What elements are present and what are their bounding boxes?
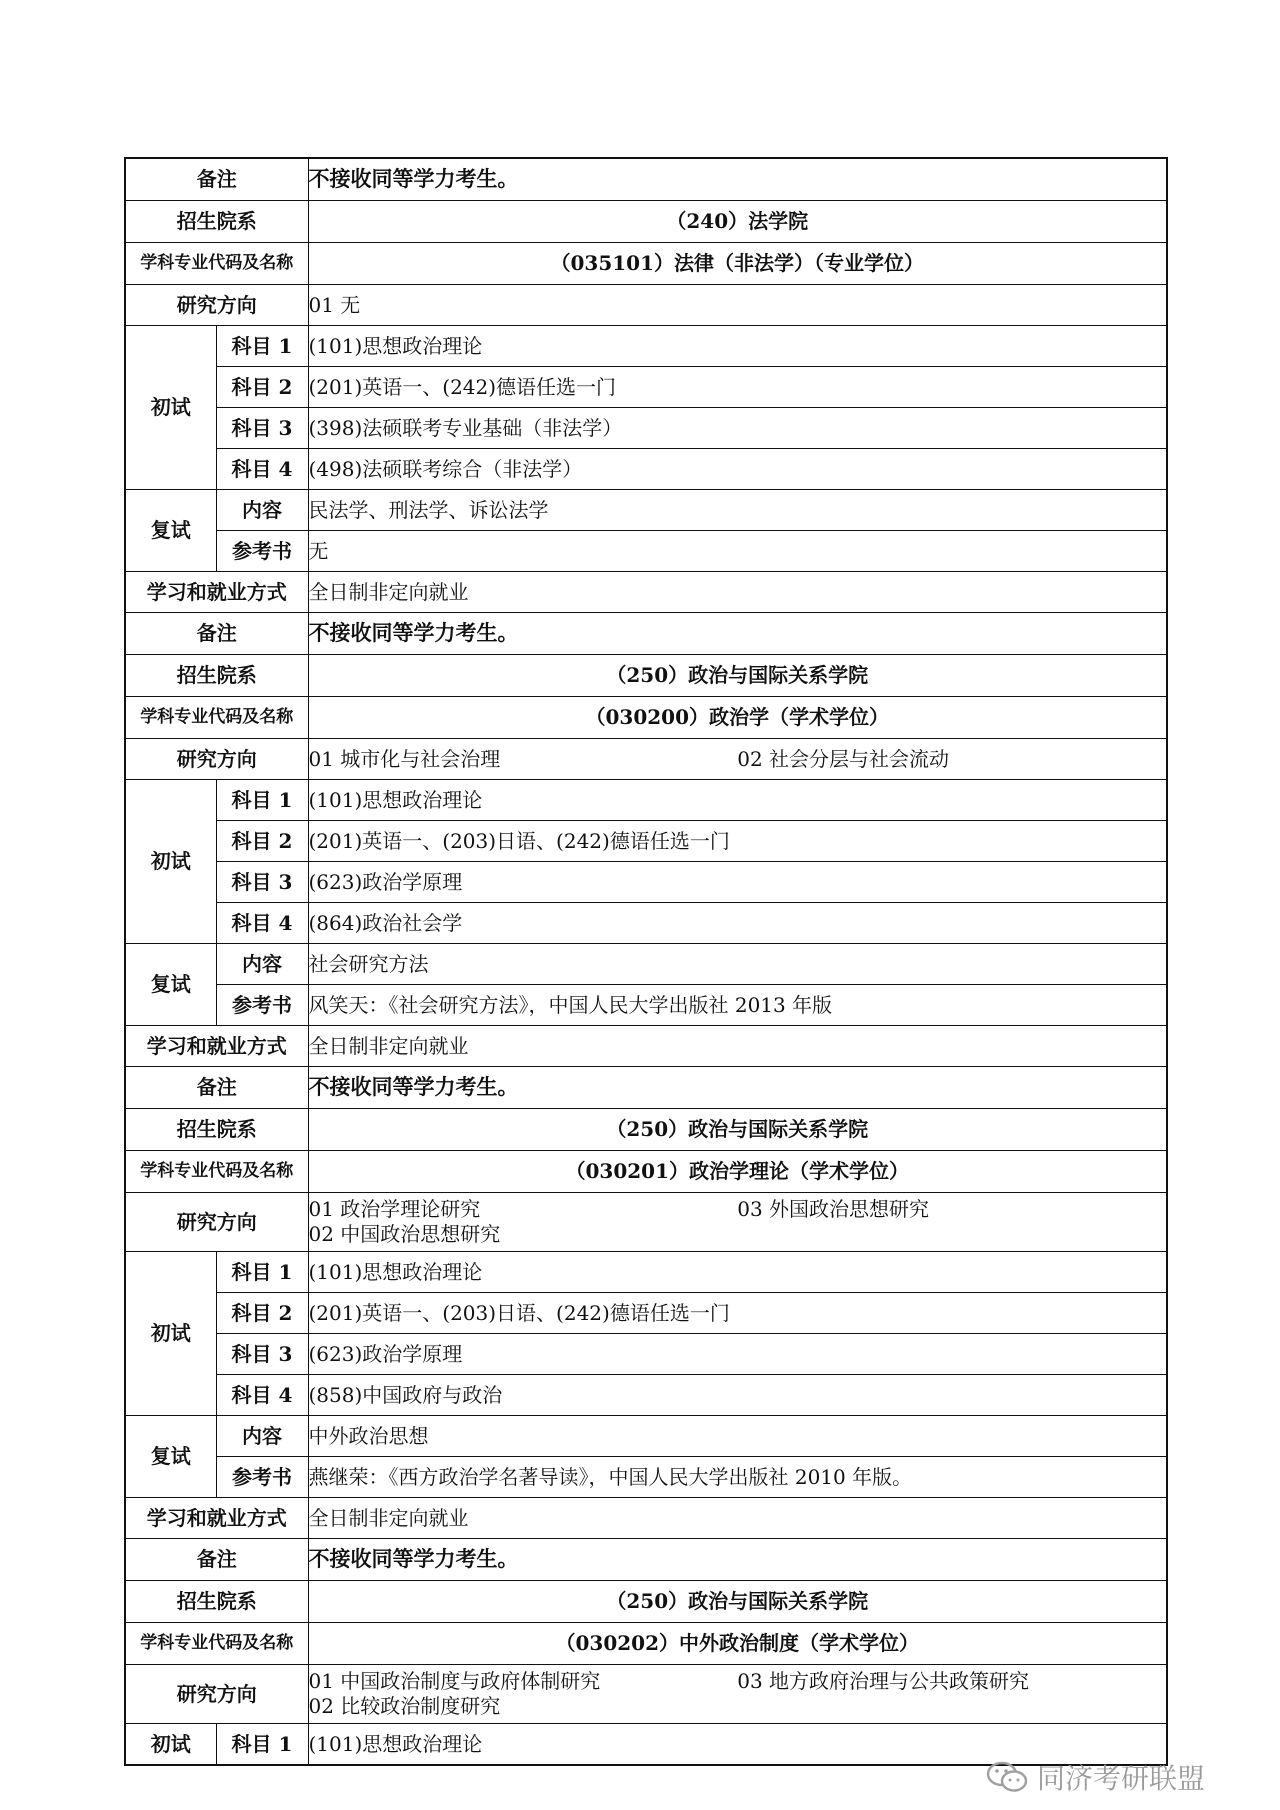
subject-label: 科目 4 (216, 903, 308, 944)
subject-value: (623)政治学原理 (308, 1334, 1167, 1375)
subject-label: 科目 4 (216, 449, 308, 490)
subject-row (125, 1293, 1167, 1334)
note-label: 备注 (125, 1067, 308, 1109)
college-value: （250）政治与国际关系学院 (308, 1581, 1167, 1623)
direction-item: 02 比较政治制度研究 (308, 1694, 501, 1718)
major-value: （030201）政治学理论（学术学位） (308, 1151, 1167, 1193)
note-label: 备注 (125, 613, 308, 655)
prelim-label: 初试 (125, 1252, 216, 1416)
subject-value: (101)思想政治理论 (308, 780, 1167, 821)
subject-row (125, 408, 1167, 449)
direction-row (125, 285, 1167, 326)
retest-book-value: 无 (308, 531, 1167, 572)
direction-value (308, 739, 1167, 780)
direction-value (308, 1665, 1167, 1724)
major-label: 学科专业代码及名称 (125, 1151, 308, 1193)
refbook-label: 参考书 (216, 1457, 308, 1498)
retest-book-row (125, 1457, 1167, 1498)
study-mode-row (125, 1498, 1167, 1539)
retest-book-value: 风笑天：《社会研究方法》，中国人民大学出版社 2013 年版 (308, 985, 1167, 1026)
subject-row (125, 862, 1167, 903)
subject-value: (201)英语一、(203)日语、(242)德语任选一门 (308, 1293, 1167, 1334)
major-row (125, 1623, 1167, 1665)
direction-label: 研究方向 (125, 739, 308, 780)
subject-label: 科目 3 (216, 862, 308, 903)
major-row (125, 243, 1167, 285)
direction-value (308, 1193, 1167, 1252)
note-label: 备注 (125, 1539, 308, 1581)
note-row (125, 158, 1167, 201)
admissions-table (124, 157, 1168, 1766)
note-label: 备注 (125, 158, 308, 201)
major-label: 学科专业代码及名称 (125, 697, 308, 739)
note-value: 不接收同等学力考生。 (308, 613, 1167, 655)
study-mode-row (125, 572, 1167, 613)
college-label: 招生院系 (125, 1581, 308, 1623)
subject-value: (858)中国政府与政治 (308, 1375, 1167, 1416)
college-label: 招生院系 (125, 1109, 308, 1151)
college-value: （250）政治与国际关系学院 (308, 655, 1167, 697)
subject-row (125, 367, 1167, 408)
direction-label: 研究方向 (125, 285, 308, 326)
content-label: 内容 (216, 490, 308, 531)
study-mode-row (125, 1026, 1167, 1067)
major-value: （030202）中外政治制度（学术学位） (308, 1623, 1167, 1665)
retest-content-row (125, 1416, 1167, 1457)
subject-label: 科目 3 (216, 1334, 308, 1375)
subject-value: (201)英语一、(203)日语、(242)德语任选一门 (308, 821, 1167, 862)
note-row (125, 1539, 1167, 1581)
direction-row (125, 739, 1167, 780)
retest-label: 复试 (125, 490, 216, 572)
subject-label: 科目 1 (216, 780, 308, 821)
college-value: （240）法学院 (308, 201, 1167, 243)
study-mode-label: 学习和就业方式 (125, 1498, 308, 1539)
refbook-label: 参考书 (216, 531, 308, 572)
college-row (125, 1581, 1167, 1623)
subject-label: 科目 2 (216, 1293, 308, 1334)
subject-label: 科目 2 (216, 821, 308, 862)
note-row (125, 613, 1167, 655)
study-mode-label: 学习和就业方式 (125, 572, 308, 613)
retest-content-row (125, 944, 1167, 985)
subject-value: (498)法硕联考综合（非法学） (308, 449, 1167, 490)
subject-label: 科目 1 (216, 1252, 308, 1293)
subject-label: 科目 2 (216, 367, 308, 408)
retest-content-value: 民法学、刑法学、诉讼法学 (308, 490, 1167, 531)
subject-value: (201)英语一、(242)德语任选一门 (308, 367, 1167, 408)
prelim-label: 初试 (125, 780, 216, 944)
college-row (125, 201, 1167, 243)
direction-item: 03 外国政治思想研究 (737, 1197, 930, 1221)
major-row (125, 697, 1167, 739)
subject-value: (101)思想政治理论 (308, 1724, 1167, 1766)
note-row (125, 1067, 1167, 1109)
subject-row (125, 821, 1167, 862)
subject-value: (101)思想政治理论 (308, 326, 1167, 367)
subject-row (125, 326, 1167, 367)
subject-value: (101)思想政治理论 (308, 1252, 1167, 1293)
major-value: （030200）政治学（学术学位） (308, 697, 1167, 739)
note-value: 不接收同等学力考生。 (308, 1539, 1167, 1581)
major-label: 学科专业代码及名称 (125, 1623, 308, 1665)
direction-row (125, 1193, 1167, 1252)
retest-content-value: 社会研究方法 (308, 944, 1167, 985)
refbook-label: 参考书 (216, 985, 308, 1026)
content-label: 内容 (216, 1416, 308, 1457)
retest-label: 复试 (125, 1416, 216, 1498)
note-value: 不接收同等学力考生。 (308, 1067, 1167, 1109)
study-mode-value: 全日制非定向就业 (308, 1026, 1167, 1067)
study-mode-label: 学习和就业方式 (125, 1026, 308, 1067)
retest-book-row (125, 531, 1167, 572)
subject-value: (623)政治学原理 (308, 862, 1167, 903)
major-label: 学科专业代码及名称 (125, 243, 308, 285)
retest-content-value: 中外政治思想 (308, 1416, 1167, 1457)
direction-item: 01 中国政治制度与政府体制研究 (308, 1669, 601, 1693)
college-label: 招生院系 (125, 655, 308, 697)
study-mode-value: 全日制非定向就业 (308, 572, 1167, 613)
subject-row (125, 1375, 1167, 1416)
watermark-text: 同济考研联盟 (1037, 1762, 1206, 1795)
subject-value: (864)政治社会学 (308, 903, 1167, 944)
direction-item: 01 政治学理论研究 (308, 1197, 481, 1221)
watermark (985, 1757, 1205, 1797)
subject-row (125, 1334, 1167, 1375)
direction-row (125, 1665, 1167, 1724)
major-value: （035101）法律（非法学）（专业学位） (308, 243, 1167, 285)
subject-value: (398)法硕联考专业基础（非法学） (308, 408, 1167, 449)
wechat-icon (985, 1760, 1029, 1794)
college-row (125, 1109, 1167, 1151)
direction-label: 研究方向 (125, 1193, 308, 1252)
college-row (125, 655, 1167, 697)
direction-item: 03 地方政府治理与公共政策研究 (737, 1669, 1030, 1693)
major-row (125, 1151, 1167, 1193)
subject-label: 科目 3 (216, 408, 308, 449)
direction-value (308, 285, 1167, 326)
retest-label: 复试 (125, 944, 216, 1026)
college-value: （250）政治与国际关系学院 (308, 1109, 1167, 1151)
note-value: 不接收同等学力考生。 (308, 158, 1167, 201)
subject-label: 科目 1 (216, 1724, 308, 1766)
subject-row (125, 903, 1167, 944)
subject-label: 科目 1 (216, 326, 308, 367)
direction-item: 01 城市化与社会治理 (308, 746, 501, 771)
retest-content-row (125, 490, 1167, 531)
college-label: 招生院系 (125, 201, 308, 243)
study-mode-value: 全日制非定向就业 (308, 1498, 1167, 1539)
direction-item: 02 社会分层与社会流动 (737, 746, 950, 771)
retest-book-row (125, 985, 1167, 1026)
subject-row (125, 780, 1167, 821)
direction-item: 01 无 (308, 292, 361, 317)
prelim-label: 初试 (125, 1724, 216, 1766)
retest-book-value: 燕继荣：《西方政治学名著导读》，中国人民大学出版社 2010 年版。 (308, 1457, 1167, 1498)
prelim-label: 初试 (125, 326, 216, 490)
direction-label: 研究方向 (125, 1665, 308, 1724)
direction-item: 02 中国政治思想研究 (308, 1222, 501, 1246)
content-label: 内容 (216, 944, 308, 985)
subject-row (125, 1252, 1167, 1293)
subject-label: 科目 4 (216, 1375, 308, 1416)
subject-row (125, 449, 1167, 490)
